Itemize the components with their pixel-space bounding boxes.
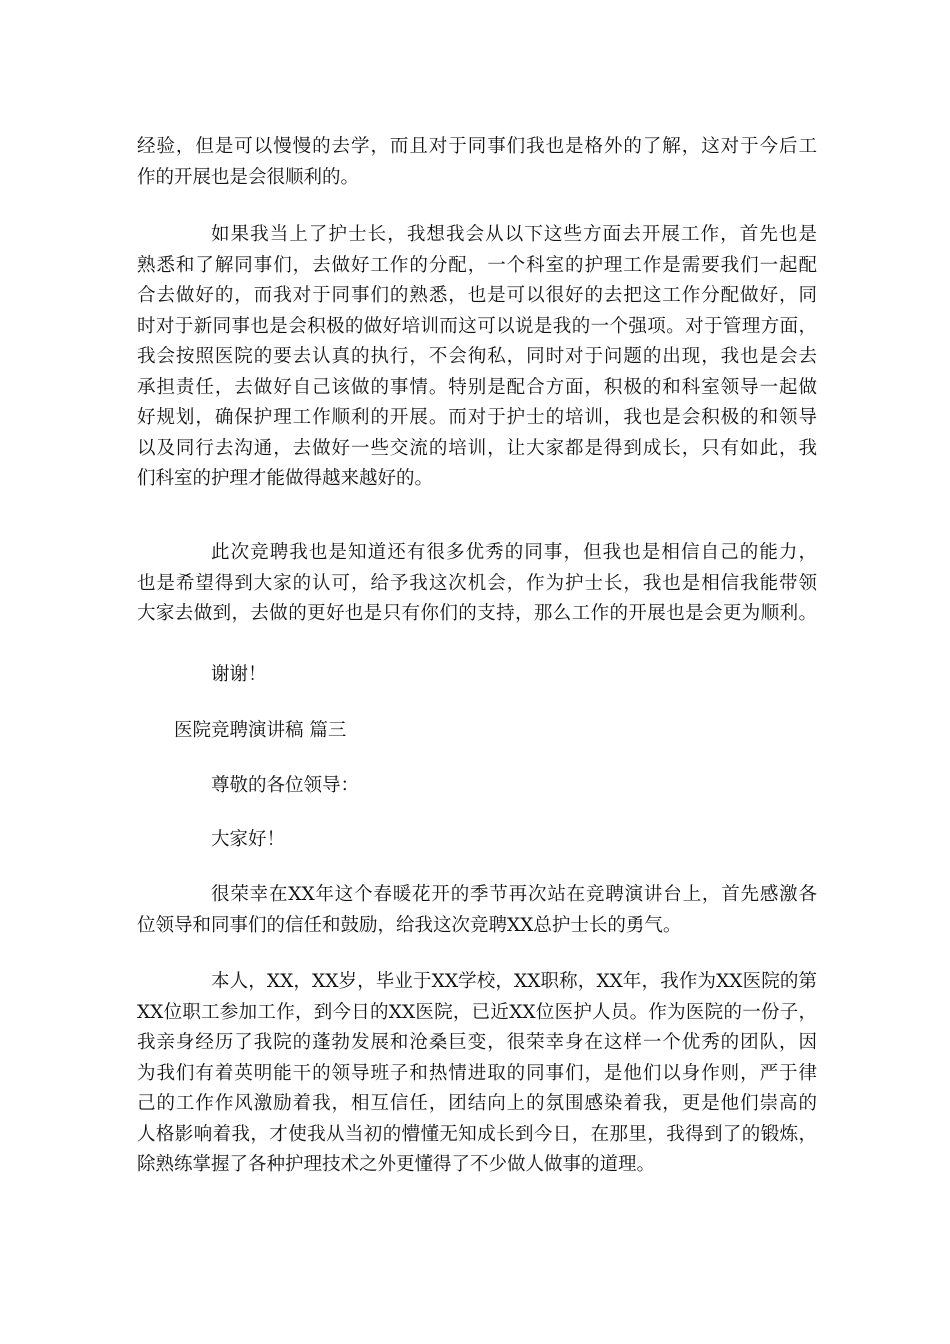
text-line: 好规划，确保护理工作顺利的开展。而对于护士的培训，我也是会积极的和领导 — [137, 407, 817, 428]
text-line: 熟悉和了解同事们，去做好工作的分配，一个科室的护理工作是需要我们一起配 — [137, 254, 817, 276]
paragraph-salutation — [137, 771, 817, 802]
text-line: 此次竞聘我也是知道还有很多优秀的同事，但我也是相信自己的能力， — [211, 542, 817, 563]
text-line: XX位职工参加工作，到今日的XX医院，已近XX位医护人员。作为医院的一份子， — [137, 1001, 817, 1023]
text-line: 合去做好的，而我对于同事们的熟悉，也是可以很好的去把这工作分配做好，同 — [137, 285, 817, 306]
paragraph-greeting — [137, 825, 817, 856]
text-line: 作的开展也是会很顺利的。 — [137, 166, 360, 188]
text-line: 人格影响着我，才使我从当初的懵懂无知成长到今日，在那里，我得到了的锻炼， — [137, 1123, 817, 1145]
text-line: 尊敬的各位领导： — [211, 775, 360, 796]
paragraph-work-plan — [137, 220, 817, 495]
section-heading: 医院竞聘演讲稿 篇三 — [174, 720, 347, 741]
paragraph-thanks — [137, 660, 817, 691]
text-line: 经验，但是可以慢慢的去学，而且对于同事们我也是格外的了解，这对于今后工 — [137, 136, 817, 157]
text-line: 本人，XX，XX岁，毕业于XX学校，XX职称，XX年，我作为XX医院的第 — [211, 971, 817, 992]
text-line: 以及同行去沟通，去做好一些交流的培训，让大家都是得到成长，只有如此，我 — [137, 437, 817, 459]
paragraph-continuation — [137, 132, 817, 193]
text-line: 时对于新同事也是会积极的做好培训而这可以说是我的一个强项。对于管理方面， — [137, 315, 817, 337]
paragraph-competition — [137, 538, 817, 630]
text-line: 我亲身经历了我院的蓬勃发展和沧桑巨变，很荣幸身在这样一个优秀的团队，因 — [137, 1032, 817, 1053]
text-line: 很荣幸在XX年这个春暖花开的季节再次站在竞聘演讲台上，首先感激各 — [211, 884, 817, 905]
text-line: 承担责任，去做好自己该做的事情。特别是配合方面，积极的和科室领导一起做 — [137, 376, 817, 398]
text-line: 大家好！ — [211, 829, 286, 850]
text-line: 谢谢！ — [211, 664, 267, 685]
text-line: 我会按照医院的要去认真的执行，不会徇私，同时对于问题的出现，我也是会去 — [137, 346, 817, 367]
text-line: 也是希望得到大家的认可，给予我这次机会，作为护士长，我也是相信我能带领 — [137, 572, 817, 594]
text-line: 除熟练掌握了各种护理技术之外更懂得了不少做人做事的道理。 — [137, 1154, 656, 1175]
paragraph-intro — [137, 880, 817, 941]
text-line: 大家去做到，去做的更好也是只有你们的支持，那么工作的开展也是会更为顺利。 — [137, 603, 817, 624]
text-line: 们科室的护理才能做得越来越好的。 — [137, 468, 434, 489]
paragraph-self-intro — [137, 967, 817, 1181]
text-line: 己的工作作风激励着我，相互信任，团结向上的氛围感染着我，更是他们崇高的 — [137, 1093, 817, 1114]
text-line: 位领导和同事们的信任和鼓励，给我这次竞聘XX总护士长的勇气。 — [137, 914, 682, 936]
text-line: 为我们有着英明能干的领导班子和热情进取的同事们，是他们以身作则，严于律 — [137, 1062, 817, 1084]
text-line: 如果我当上了护士长，我想我会从以下这些方面去开展工作，首先也是 — [211, 224, 817, 245]
